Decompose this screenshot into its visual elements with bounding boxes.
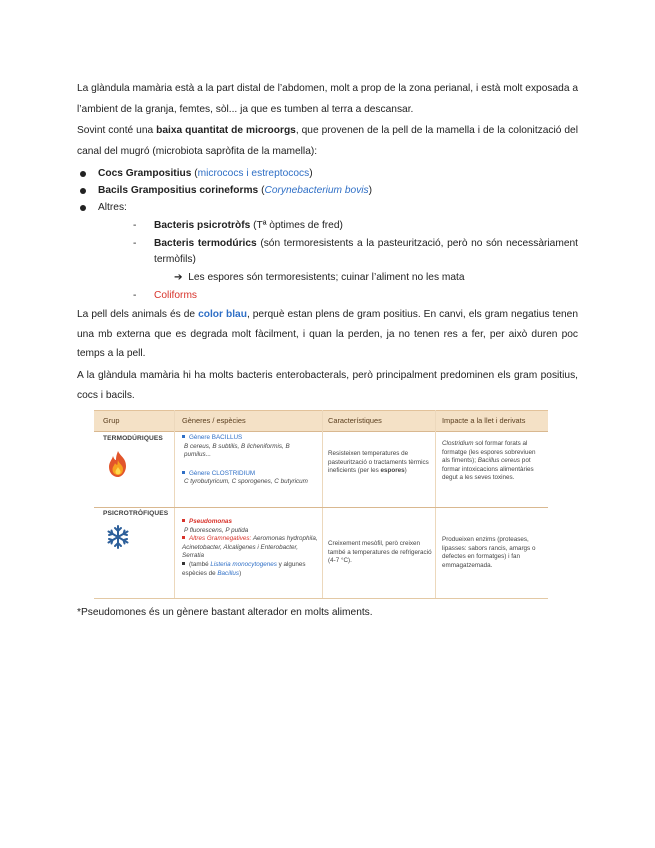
bullet-dot	[80, 188, 86, 194]
divider	[322, 410, 323, 598]
dash-marker: -	[133, 220, 137, 231]
sub-item: Bacteris psicrotròfs (Tª òptimes de fred)	[154, 220, 343, 231]
list-item: Altres:	[98, 202, 127, 213]
divider	[174, 410, 175, 598]
genus-also: (també Listeria monocytogenes y algunes espècies de Bacillus)	[182, 560, 306, 577]
characteristics-cell: Resisteixen temperatures de pasteurització o tractaments tèrmics ineficients (per les espores)	[328, 450, 429, 475]
genus-title: Gènere CLOSTRIDIUM	[182, 470, 318, 479]
link-micrococs[interactable]: micrococs i estreptococs	[197, 168, 310, 179]
bullet-square	[182, 471, 185, 474]
paragraph-intro: La glàndula mamària està a la part distal de l’abdomen, molt a prop de la zona perianal, i està molt exposada a l’ambient de la granja, femtes, sòl... ja que es tumben al terra a descansar.	[77, 83, 578, 115]
dash-marker: -	[133, 290, 137, 301]
genus-others: Altres Gramnegatives: Aeromonas hydrophila, Acinetobacter, Alcaligenes i Enterobacter, Serratia	[182, 535, 318, 560]
divider	[435, 410, 436, 598]
genus-title: Pseudomonas	[182, 518, 318, 527]
group-label: TERMODÚRIQUES	[103, 435, 163, 442]
impact-cell: Clostridium sol formar forats al formatge (les espores sobreviuen als fiments); Bacillus cereus pot formar intoxicacions alimentàries degut a les seves toxines.	[442, 440, 536, 482]
sub-item: Bacteris termodúrics (són termoresistents a la pasteurització, però no són necessàriament termòfils)	[154, 238, 578, 265]
bullet-square	[182, 435, 185, 438]
group-label: PSICROTRÒFIQUES	[103, 510, 169, 517]
bullet-dot	[80, 171, 86, 177]
bullet-square	[182, 519, 185, 522]
genera-cell: Pseudomonas P fluorescens, P putida Altres Gramnegatives: Aeromonas hydrophila, Acinetobacter, Alcaligenes i Enterobacter, Serratia (també Listeria monocytogenes y algunes espècies de Bacillus)	[182, 518, 318, 577]
genus-title: Gènere BACILLUS	[182, 434, 318, 443]
genera-cell: Gènere BACILLUS B cereus, B subtilis, B licheniformis, B pumilus... Gènere CLOSTRIDIUM C tyrobutyricum, C sporogenes, C butyricum	[182, 434, 318, 487]
table-header	[94, 410, 548, 432]
divider	[94, 507, 548, 508]
arrow-right-icon: ➔	[174, 272, 183, 283]
sub-item-coliforms: Coliforms	[154, 290, 198, 301]
snowflake-icon	[105, 524, 131, 550]
col-header-grup: Grup	[103, 416, 120, 425]
list-item: Bacils Grampositius corineforms (Corynebacterium bovis)	[98, 185, 373, 196]
col-header-impacte: Impacte a la llet i derivats	[442, 416, 526, 425]
fire-icon	[106, 450, 130, 478]
paragraph-microbiota: Sovint conté una baixa quantitat de microorgs, que provenen de la pell de la mamella i de la colonització del canal del mugró (microbiota sapròfita de la mamella):	[77, 125, 578, 157]
bullet-square	[182, 562, 185, 565]
footnote: *Pseudomones és un gènere bastant alterador en molts aliments.	[77, 607, 373, 618]
paragraph-skin: La pell dels animals és de color blau, perquè estan plens de gram positius. En canvi, els gram negatius tenen una mb externa que es degrada molt fàcilment, i quan la perden, ja no tenen res a fer, per això duren poc temps a la pell.	[77, 309, 578, 359]
link-corynebacterium[interactable]: Corynebacterium bovis	[264, 185, 369, 196]
impact-cell: Produeixen enzims (proteases, lipasses: sabors rancis, amargs o defectes en formatges) i fan emmagatzemada.	[442, 536, 536, 569]
col-header-generes: Gèneres / espècies	[182, 416, 246, 425]
characteristics-cell: Creixement mesòfil, però creixen també a temperatures de refrigeració (4-7 °C).	[328, 540, 432, 565]
bacteria-table	[94, 410, 548, 599]
list-item: Cocs Grampositius (micrococs i estreptococs)	[98, 168, 313, 179]
col-header-caracteristiques: Característiques	[328, 416, 382, 425]
bullet-dot	[80, 205, 86, 211]
bullet-square	[182, 536, 185, 539]
paragraph-enterobacterals: A la glàndula mamària hi ha molts bacteris enterobacterals, però principalment predominen els gram positius, cocs i bacils.	[77, 370, 578, 401]
arrow-note: ➔ Les espores són termoresistents; cuinar l’aliment no les mata	[174, 272, 465, 283]
dash-marker: -	[133, 238, 137, 249]
